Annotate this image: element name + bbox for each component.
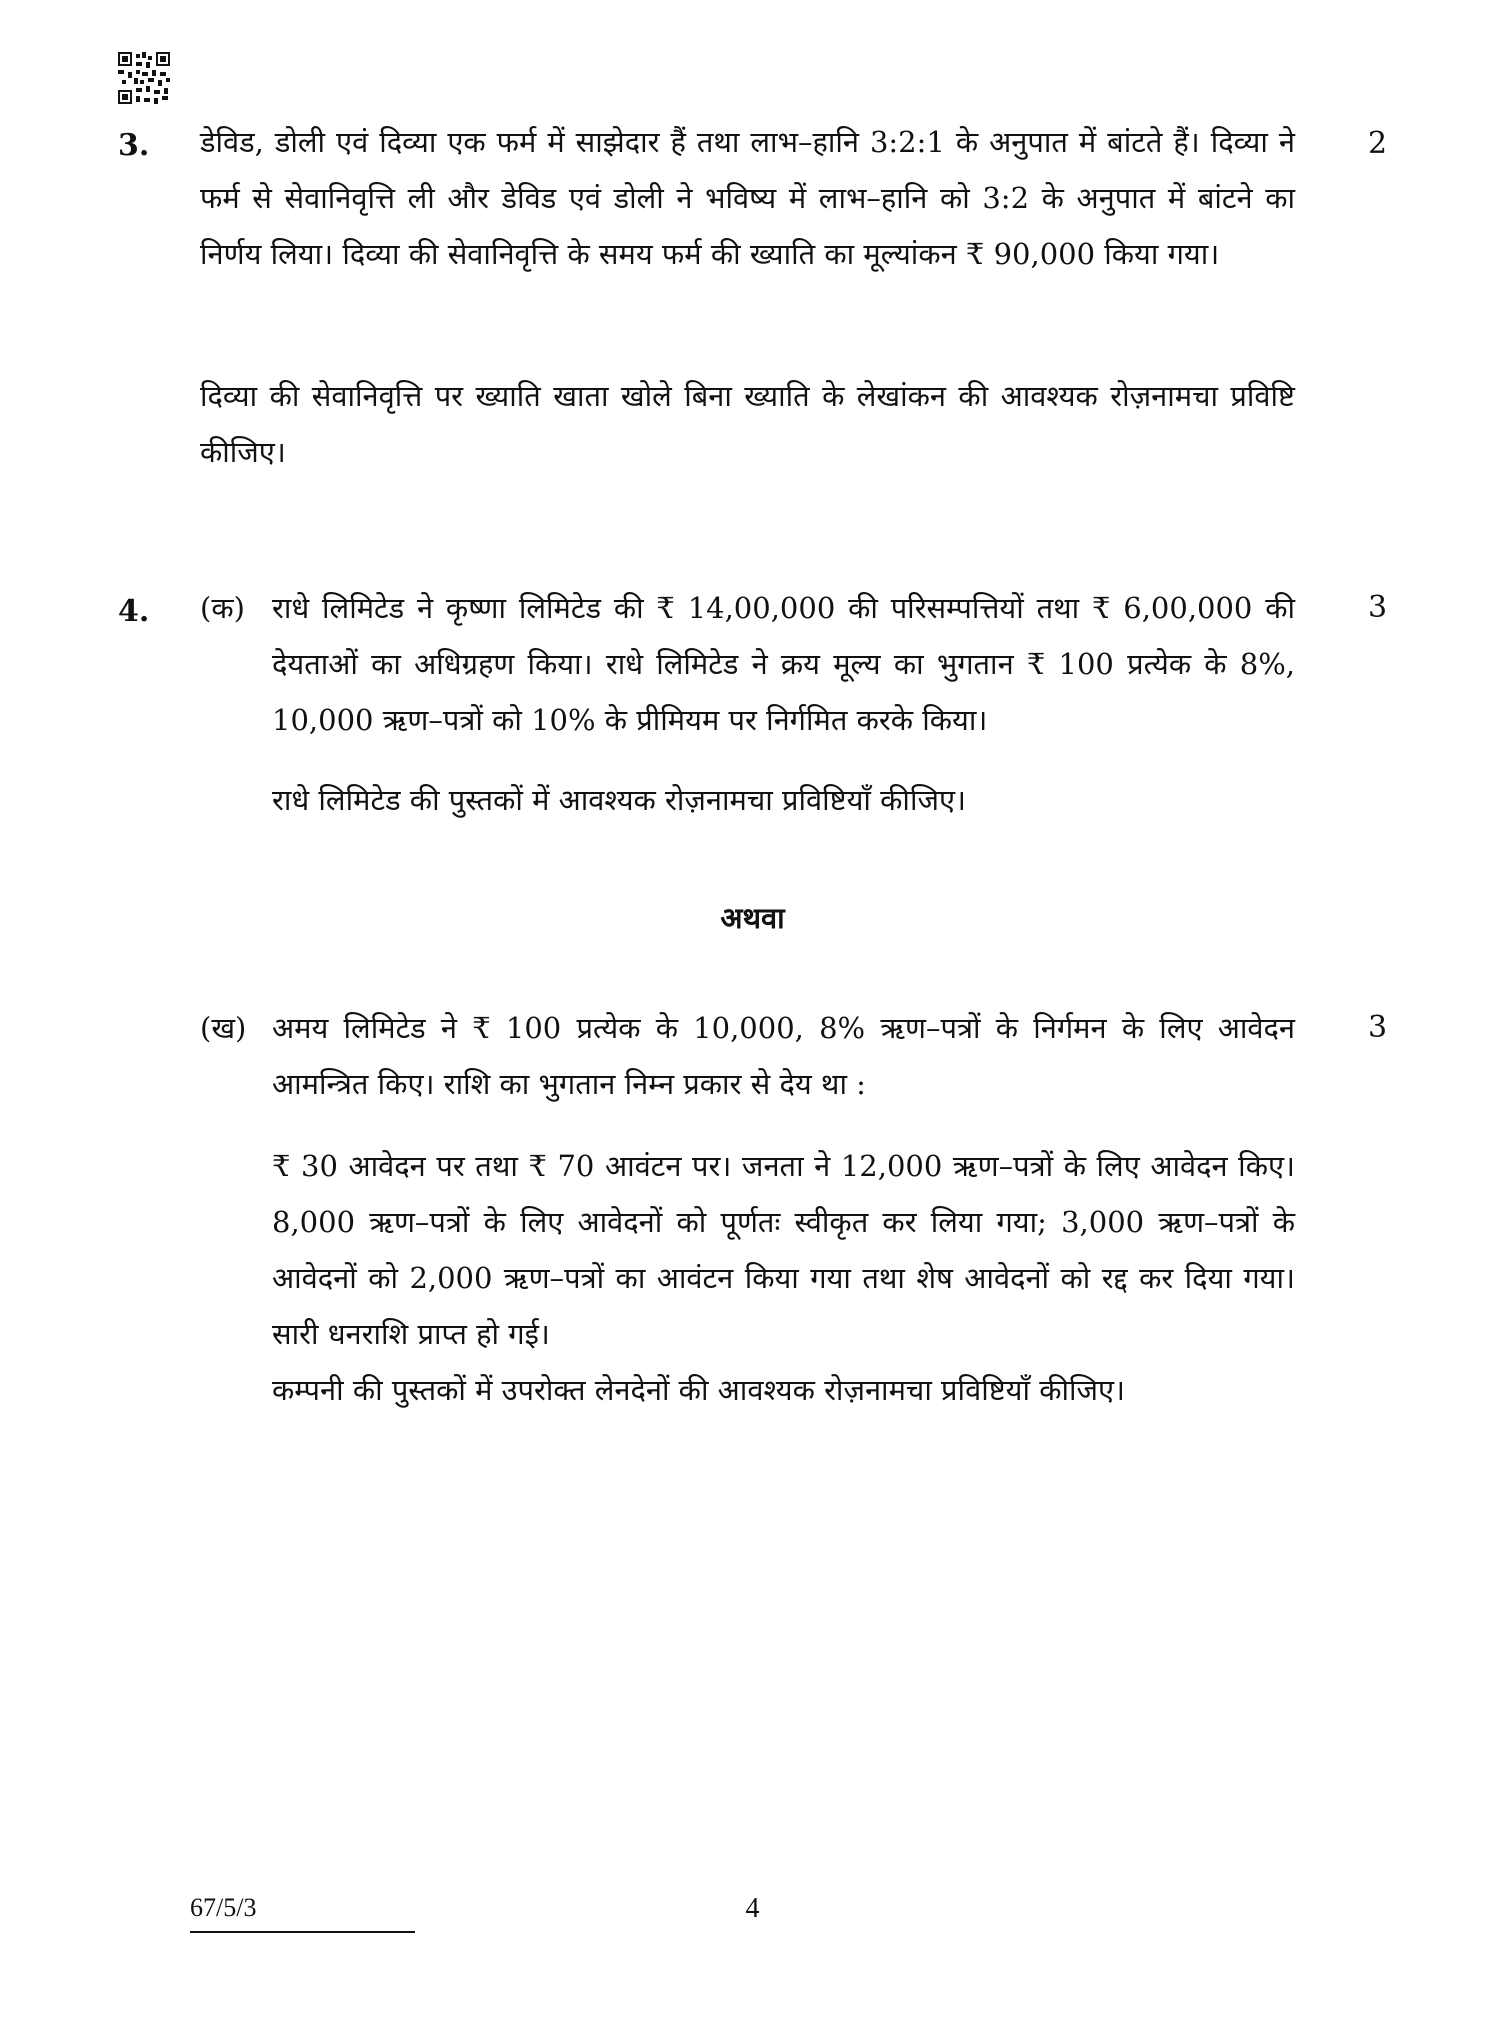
paper-code: 67/5/3 — [190, 1893, 257, 1922]
question-4-number: 4. — [118, 594, 150, 629]
footer-divider — [190, 1931, 415, 1933]
question-4b-text: अमय लिमिटेड ने ₹ 100 प्रत्येक के 10,000, 8% ऋण–पत्रों के निर्गमन के लिए आवेदन आमन्त्रित किए। राशि का भुगतान निम्न प्रकार से देय था : — [272, 1011, 1295, 1101]
question-3-marks: 2 — [1368, 126, 1388, 161]
question-4a-instruction: राधे लिमिटेड की पुस्तकों में आवश्यक रोज़नामचा प्रविष्टियाँ कीजिए। — [272, 783, 966, 817]
question-4b-marks: 3 — [1368, 1010, 1388, 1045]
question-3-text: डेविड, डोली एवं दिव्या एक फर्म में साझेदार हैं तथा लाभ–हानि 3:2:1 के अनुपात में बांटते हैं। दिव्या ने फर्म से सेवानिवृत्ति ली और डेविड एवं डोली ने भविष्य में लाभ–हानि को 3:2 के अनुपात में बांटने का निर्णय लिया। दिव्या की सेवानिवृत्ति के समय फर्म की ख्याति का मूल्यांकन ₹ 90,000 किया गया। — [200, 125, 1295, 271]
or-separator: अथवा — [720, 901, 785, 935]
question-3-instruction: दिव्या की सेवानिवृत्ति पर ख्याति खाता खोले बिना ख्याति के लेखांकन की आवश्यक रोज़नामचा प्रविष्टि कीजिए। — [200, 379, 1295, 469]
page-number: 4 — [745, 1893, 760, 1924]
qr-code-icon — [118, 52, 170, 104]
question-4a-text: राधे लिमिटेड ने कृष्णा लिमिटेड की ₹ 14,00,000 की परिसम्पत्तियों तथा ₹ 6,00,000 की देयताओं का अधिग्रहण किया। राधे लिमिटेड ने क्रय मूल्य का भुगतान ₹ 100 प्रत्येक के 8%, 10,000 ऋण–पत्रों को 10% के प्रीमियम पर निर्गमित करके किया। — [272, 591, 1295, 737]
question-4a-marks: 3 — [1368, 590, 1388, 625]
question-4a-label: (क) — [200, 591, 245, 625]
question-4b-instruction: कम्पनी की पुस्तकों में उपरोक्त लेनदेनों की आवश्यक रोज़नामचा प्रविष्टियाँ कीजिए। — [272, 1373, 1126, 1407]
question-4b-label: (ख) — [200, 1011, 247, 1045]
question-4b-details: ₹ 30 आवेदन पर तथा ₹ 70 आवंटन पर। जनता ने 12,000 ऋण–पत्रों के लिए आवेदन किए। 8,000 ऋण–पत्रों के लिए आवेदनों को पूर्णतः स्वीकृत कर लिया गया; 3,000 ऋण–पत्रों के आवेदनों को 2,000 ऋण–पत्रों का आवंटन किया गया तथा शेष आवेदनों को रद्द कर दिया गया। सारी धनराशि प्राप्त हो गई। — [272, 1149, 1295, 1351]
question-3-number: 3. — [118, 128, 150, 163]
